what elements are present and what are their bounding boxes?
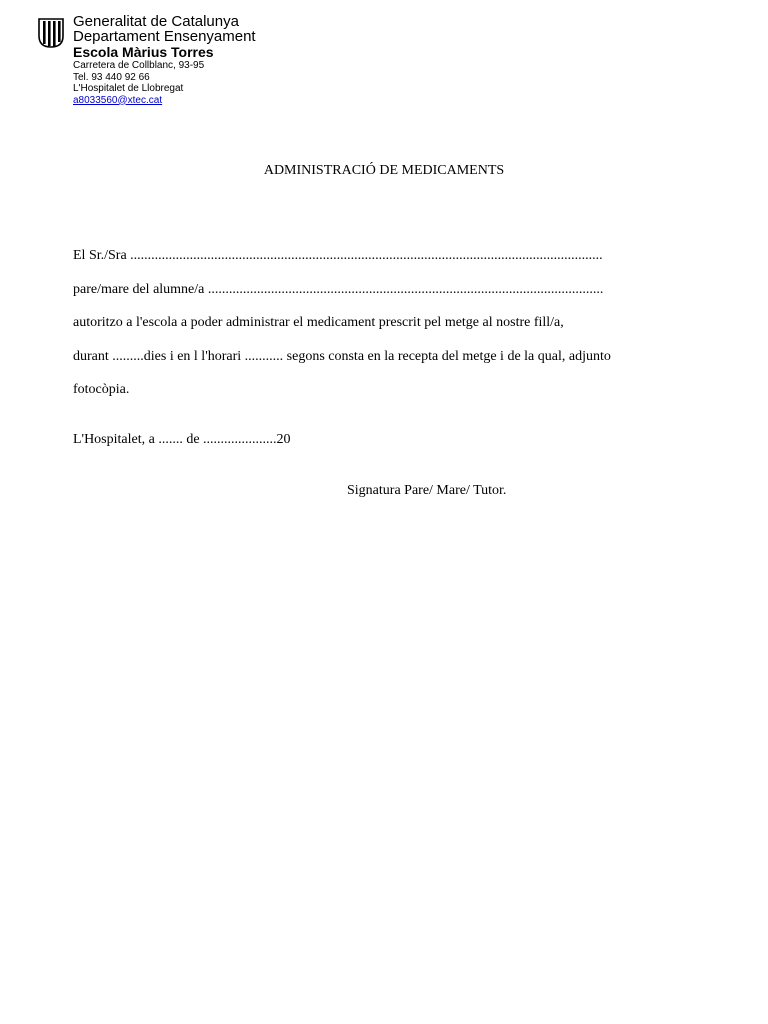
letterhead-text xyxy=(73,14,256,106)
signature-label: Signatura Pare/ Mare/ Tutor. xyxy=(347,483,507,498)
school-city: L'Hospitalet de Llobregat xyxy=(73,83,184,94)
department-name: Departament Ensenyament xyxy=(73,28,256,45)
body-line-guardian-name: El Sr./Sra ....................................................................................................................................... xyxy=(73,248,603,263)
body-line-photocopy: fotocòpia. xyxy=(73,382,130,397)
body-line-authorization: autoritzo a l'escola a poder administrar el medicament prescrit pel metge al nostre fill/a, xyxy=(73,315,564,330)
letterhead xyxy=(38,14,438,114)
organization-name: Generalitat de Catalunya xyxy=(73,13,239,30)
date-line: L'Hospitalet, a ....... de .....................20 xyxy=(73,432,291,447)
body-line-student-name: pare/mare del alumne/a ................................................................................................................. xyxy=(73,282,604,297)
generalitat-logo-icon xyxy=(38,18,64,48)
school-phone: Tel. 93 440 92 66 xyxy=(73,71,150,83)
school-address: Carretera de Collblanc, 93-95 xyxy=(73,60,205,71)
document-title: ADMINISTRACIÓ DE MEDICAMENTS xyxy=(263,163,505,178)
body-line-duration: durant .........dies i en l l'horari ........... segons consta en la recepta del metge i de la qual, adjunto xyxy=(73,349,611,364)
school-name: Escola Màrius Torres xyxy=(73,44,214,60)
email-link[interactable]: a8033560@xtec.cat xyxy=(73,94,163,106)
